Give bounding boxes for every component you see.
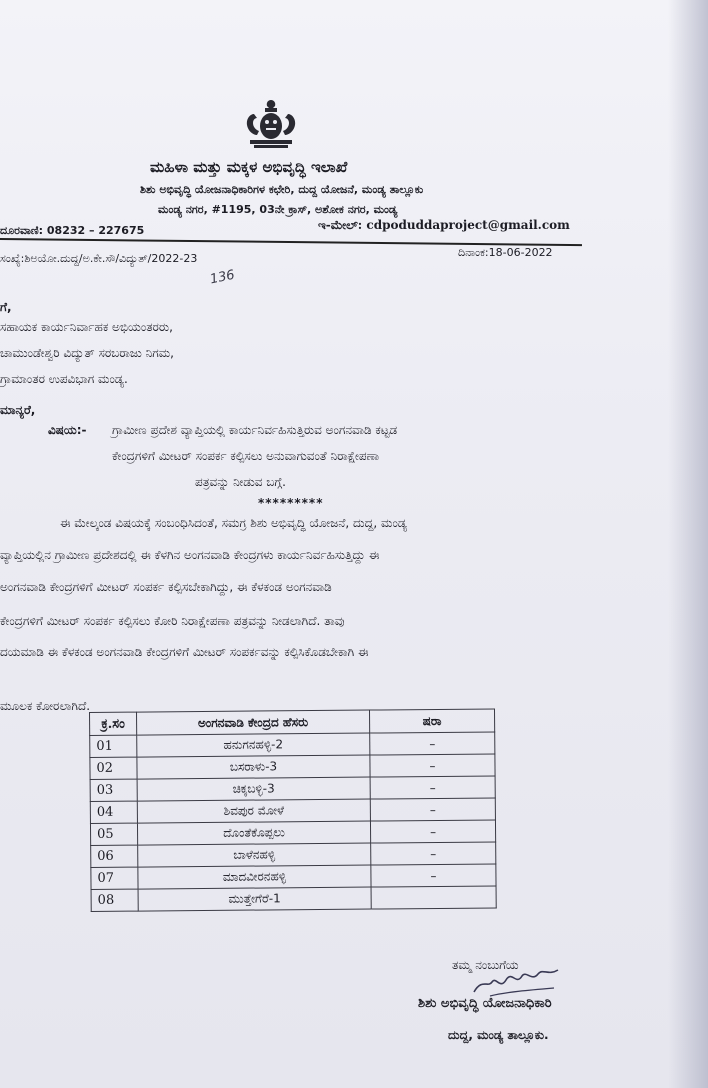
serial-cell: 01 — [90, 735, 137, 757]
office-address: ಮಂಡ್ಯ ನಗರ, #1195, 03ನೇ ಕ್ರಾಸ್, ಅಶೋಕ ನಗರ, ಮಂಡ್ಯ — [158, 203, 398, 216]
department-heading: ಮಹಿಳಾ ಮತ್ತು ಮಕ್ಕಳ ಅಭಿವೃದ್ಧಿ ಇಲಾಖೆ — [150, 158, 348, 176]
centre-name-cell: ಮಾದವೀರನಹಳ್ಳಿ — [138, 865, 371, 889]
recipient-line-2: ಚಾಮುಂಡೇಶ್ವರಿ ವಿದ್ಯುತ್ ಸರಬರಾಜು ನಿಗಮ, — [0, 346, 174, 360]
handwritten-number: 136 — [208, 267, 237, 288]
remark-cell: – — [371, 842, 496, 865]
letter-date: ದಿನಾಂಕ:18-06-2022 — [458, 246, 553, 259]
salutation: ಮಾನ್ಯರೆ, — [0, 403, 36, 417]
serial-cell: 04 — [90, 801, 137, 823]
closing-phrase: ತಮ್ಮ ನಂಬುಗೆಯ — [452, 958, 519, 972]
centre-name-cell: ಮುತ್ತೇಗೆರೆ-1 — [138, 887, 371, 911]
subject-label: ವಿಷಯ:- — [48, 423, 87, 437]
body-line-4: ಕೇಂದ್ರಗಳಿಗೆ ಮೀಟರ್ ಸಂಪರ್ಕ ಕಲ್ಪಿಸಲು ಕೋರಿ ನಿರಾಕ್ಷೇಪಣಾ ಪತ್ರವನ್ನು ನೀಡಲಾಗಿದೆ. ತಾವು — [0, 614, 345, 628]
column-header-serial: ಕ್ರ.ಸಂ — [90, 712, 137, 735]
column-header-centre-name: ಅಂಗನವಾಡಿ ಕೇಂದ್ರದ ಹೆಸರು — [137, 710, 370, 735]
body-line-5: ದಯಮಾಡಿ ಈ ಕೆಳಕಂಡ ಅಂಗನವಾಡಿ ಕೇಂದ್ರಗಳಿಗೆ ಮೀಟರ್ ಸಂಪರ್ಕವನ್ನು ಕಲ್ಪಿಸಿಕೊಡಬೇಕಾಗಿ ಈ — [0, 645, 369, 659]
signatory-place: ದುದ್ದ, ಮಂಡ್ಯ ತಾಲ್ಲೂಕು. — [448, 1028, 549, 1042]
reference-number: ಸಂಖ್ಯೆ:ಶಿಅಯೋ.ದುದ್ದ/ಅ.ಕೇ.ಸೌ/ವಿದ್ಯುತ್/2022-23 — [0, 252, 198, 265]
signatory-designation: ಶಿಶು ಅಭಿವೃದ್ಧಿ ಯೋಜನಾಧಿಕಾರಿ — [418, 996, 552, 1011]
separator-stars: ********* — [258, 496, 324, 510]
body-line-6: ಮೂಲಕ ಕೋರಲಾಗಿದೆ. — [0, 699, 91, 713]
centre-name-cell: ಬಾಳೆನಹಳ್ಳಿ — [138, 843, 371, 867]
subject-line-3: ಪತ್ರವನ್ನು ನೀಡುವ ಬಗ್ಗೆ. — [195, 475, 286, 489]
recipient-label: ಗೆ, — [0, 300, 12, 314]
table-row — [91, 886, 496, 912]
remark-cell: – — [370, 732, 495, 755]
recipient-line-3: ಗ್ರಾಮಾಂತರ ಉಪವಿಭಾಗ ಮಂಡ್ಯ. — [0, 372, 128, 386]
centre-name-cell: ದೊಂತೆಕೊಪ್ಪಲು — [137, 821, 370, 845]
remark-cell — [371, 886, 496, 909]
centre-name-cell: ಬಸರಾಳು-3 — [137, 755, 370, 779]
office-heading: ಶಿಶು ಅಭಿವೃದ್ಧಿ ಯೋಜನಾಧಿಕಾರಿಗಳ ಕಛೇರಿ, ದುದ್ದ ಯೋಜನೆ, ಮಂಡ್ಯ ತಾಲ್ಲೂಕು — [140, 183, 424, 196]
remark-cell: – — [370, 798, 495, 821]
serial-cell: 08 — [91, 889, 138, 911]
page-edge-shadow — [668, 0, 708, 1088]
email-address: ಇ-ಮೇಲ್: cdpoduddaproject@gmail.com — [318, 218, 570, 232]
serial-cell: 07 — [91, 867, 138, 889]
centre-name-cell: ಚಿಕ್ಕಬಳ್ಳಿ-3 — [137, 777, 370, 801]
serial-cell: 02 — [90, 757, 137, 779]
phone-number: ದೂರವಾಣಿ: 08232 – 227675 — [0, 224, 145, 237]
government-emblem-icon — [240, 96, 302, 152]
body-line-3: ಅಂಗನವಾಡಿ ಕೇಂದ್ರಗಳಿಗೆ ಮೀಟರ್ ಸಂಪರ್ಕ ಕಲ್ಪಿಸಬೇಕಾಗಿದ್ದು, ಈ ಕೆಳಕಂಡ ಅಂಗನವಾಡಿ — [0, 580, 332, 594]
remark-cell: – — [370, 776, 495, 799]
column-header-remarks: ಷರಾ — [369, 709, 494, 733]
body-line-2: ವ್ಯಾಪ್ತಿಯಲ್ಲಿನ ಗ್ರಾಮೀಣ ಪ್ರದೇಶದಲ್ಲಿ ಈ ಕೆಳಗಿನ ಅಂಗನವಾಡಿ ಕೇಂದ್ರಗಳು ಕಾರ್ಯನಿರ್ವಹಿಸುತ್ತಿದ್ದು ಈ — [0, 548, 380, 562]
remark-cell: – — [371, 864, 496, 887]
subject-line-2: ಕೇಂದ್ರಗಳಿಗೆ ಮೀಟರ್ ಸಂಪರ್ಕ ಕಲ್ಪಿಸಲು ಅನುವಾಗುವಂತೆ ನಿರಾಕ್ಷೇಪಣಾ — [112, 449, 380, 463]
body-line-1: ಈ ಮೇಲ್ಕಂಡ ವಿಷಯಕ್ಕೆ ಸಂಬಂಧಿಸಿದಂತೆ, ಸಮಗ್ರ ಶಿಶು ಅಭಿವೃದ್ಧಿ ಯೋಜನೆ, ದುದ್ದ, ಮಂಡ್ಯ — [60, 516, 408, 530]
centre-name-cell: ಶಿವಪುರ ಮೋಳೆ — [137, 799, 370, 823]
serial-cell: 06 — [91, 845, 138, 867]
serial-cell: 03 — [90, 779, 137, 801]
subject-line-1: ಗ್ರಾಮೀಣ ಪ್ರದೇಶ ವ್ಯಾಪ್ತಿಯಲ್ಲಿ ಕಾರ್ಯನಿರ್ವಹಿಸುತ್ತಿರುವ ಅಂಗನವಾಡಿ ಕಟ್ಟಡ — [112, 423, 398, 437]
centre-name-cell: ಹನುಗನಹಳ್ಳಿ-2 — [137, 733, 370, 757]
remark-cell: – — [370, 820, 495, 843]
recipient-line-1: ಸಹಾಯಕ ಕಾರ್ಯನಿರ್ವಾಹಕ ಅಭಿಯಂತರರು, — [0, 320, 173, 334]
anganwadi-table — [89, 708, 497, 912]
header-divider — [0, 238, 582, 246]
serial-cell: 05 — [90, 823, 137, 845]
remark-cell: – — [370, 754, 495, 777]
